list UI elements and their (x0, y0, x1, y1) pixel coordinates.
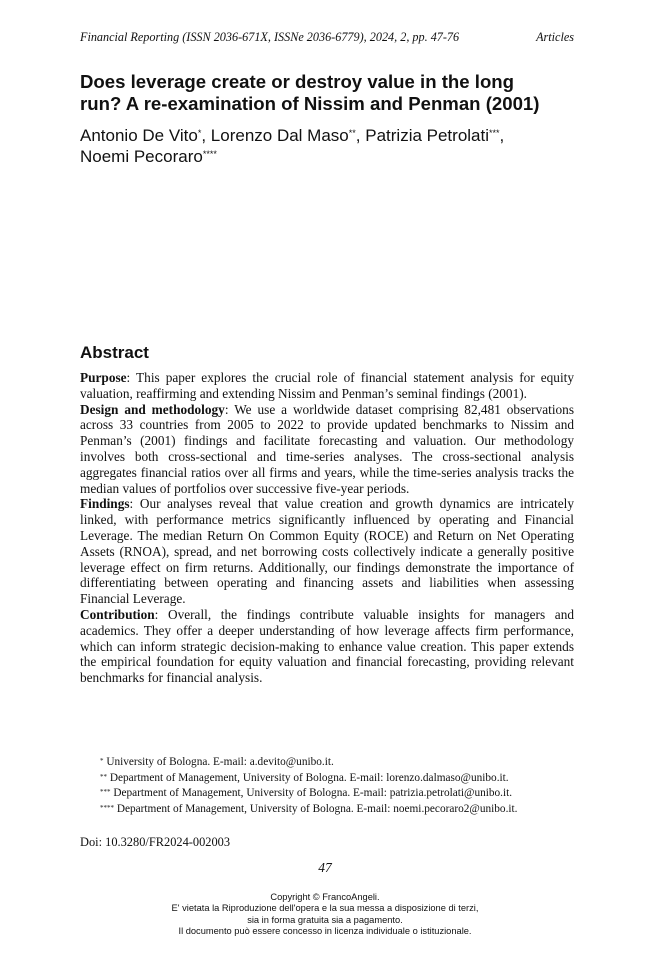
footnote-text: Department of Management, University of Bologna. E-mail: lorenzo.dalmaso@unibo.it. (107, 771, 509, 784)
abstract-heading: Abstract (80, 343, 149, 362)
footnote-text: Department of Management, University of Bologna. E-mail: patrizia.petrolati@unibo.it. (110, 787, 513, 799)
copyright-line: E' vietata la Riproduzione dell'opera e la sua messa a disposizione di terzi, (171, 903, 479, 914)
footnote-mark: *** (100, 788, 111, 796)
author-name: Lorenzo Dal Maso (210, 126, 349, 145)
abstract-design-text: : We use a worldwide dataset comprising 82,481 observations across 33 countries from 2005 to 2022 to provide updated benchmarks to Nissim and Penman’s (2001) findings and facilitate forecasting and valuation. Our methodology involves both cross-sectional and time-series analyses. The cross-sectional analysis aggregates financial ratios over all firms and years, while the time-series analysis tracks the median values of portfolios over successive five-year periods. (80, 401, 574, 496)
author-footnote-mark: ** (348, 128, 356, 138)
footnote-text: Department of Management, University of Bologna. E-mail: noemi.pecoraro2@unibo.it. (114, 802, 518, 815)
abstract-contribution (80, 607, 574, 686)
abstract-findings-label: Findings (80, 496, 130, 512)
abstract-purpose-label: Purpose (80, 370, 127, 385)
abstract-purpose (80, 370, 574, 402)
page-number: 47 (318, 860, 332, 875)
author-separator: , (355, 126, 366, 145)
copyright-notice (0, 892, 650, 938)
abstract-body (80, 370, 574, 686)
abstract-findings (80, 496, 574, 607)
footnote-mark: **** (100, 803, 114, 812)
author-separator: , (201, 126, 211, 145)
abstract-contribution-label: Contribution (80, 606, 155, 622)
copyright-line: Copyright © FrancoAngeli. (270, 892, 380, 902)
author-footnote-mark: **** (202, 149, 217, 159)
author-footnote-mark: * (197, 128, 202, 138)
abstract-design-label: Design and methodology (80, 401, 225, 417)
author-footnote-mark: *** (489, 128, 500, 138)
abstract-contribution-text: : Overall, the findings contribute valuable insights for managers and academics. They offer a deeper understanding of how leverage affects firm performance, which can inform strategic decision-making to enhance value creation. This paper extends the empirical foundation for equity valuation and financial forecasting, providing relevant benchmarks for financial analysis. (80, 606, 574, 686)
author-name: Patrizia Petrolati (365, 126, 490, 145)
title-line-1: Does leverage create or destroy value in the long (80, 71, 515, 92)
running-header (80, 30, 574, 46)
footnote-mark: * (100, 757, 104, 765)
footnote (100, 755, 580, 771)
copyright-line: sia in forma gratuita sia a pagamento. (247, 914, 403, 925)
paper-title (80, 71, 580, 115)
abstract-findings-text: : Our analyses reveal that value creation and growth dynamics are intricately linked, with performance metrics significantly influenced by operating and Financial Leverage. The median Return On Common Equity (ROCE) and Return on Net Operating Assets (RNOA), spread, and net borrowing costs collectively indicate a generally positive leverage effect on firm returns. Additionally, our findings demonstrate the importance of differentiating between operating and financing assets and liabilities when assessing Financial Leverage. (80, 496, 574, 607)
author-name: Antonio De Vito (80, 126, 198, 145)
footnote (100, 771, 580, 787)
footnote-text: University of Bologna. E-mail: a.devito@unibo.it. (103, 756, 334, 768)
abstract-purpose-text: : This paper explores the crucial role of financial statement analysis for equity valuation, reaffirming and extending Nissim and Penman’s seminal findings (2001). (80, 370, 574, 401)
doi: Doi: 10.3280/FR2024-002003 (80, 835, 231, 849)
journal-citation: Financial Reporting (ISSN 2036-671X, ISSNe 2036-6779), 2024, 2, pp. 47-76 (80, 30, 460, 44)
author-name: Noemi Pecoraro (80, 147, 203, 166)
author-list (80, 125, 580, 167)
title-line-2: run? A re-examination of Nissim and Penman (2001) (80, 93, 540, 114)
section-label: Articles (536, 30, 574, 44)
abstract-design (80, 402, 574, 497)
footnote-mark: ** (100, 772, 107, 781)
footnote (100, 786, 580, 802)
author-separator: , (499, 126, 505, 145)
footnote (100, 802, 580, 818)
copyright-line: Il documento può essere concesso in licenza individuale o istituzionale. (178, 926, 472, 937)
footnotes (100, 755, 580, 817)
